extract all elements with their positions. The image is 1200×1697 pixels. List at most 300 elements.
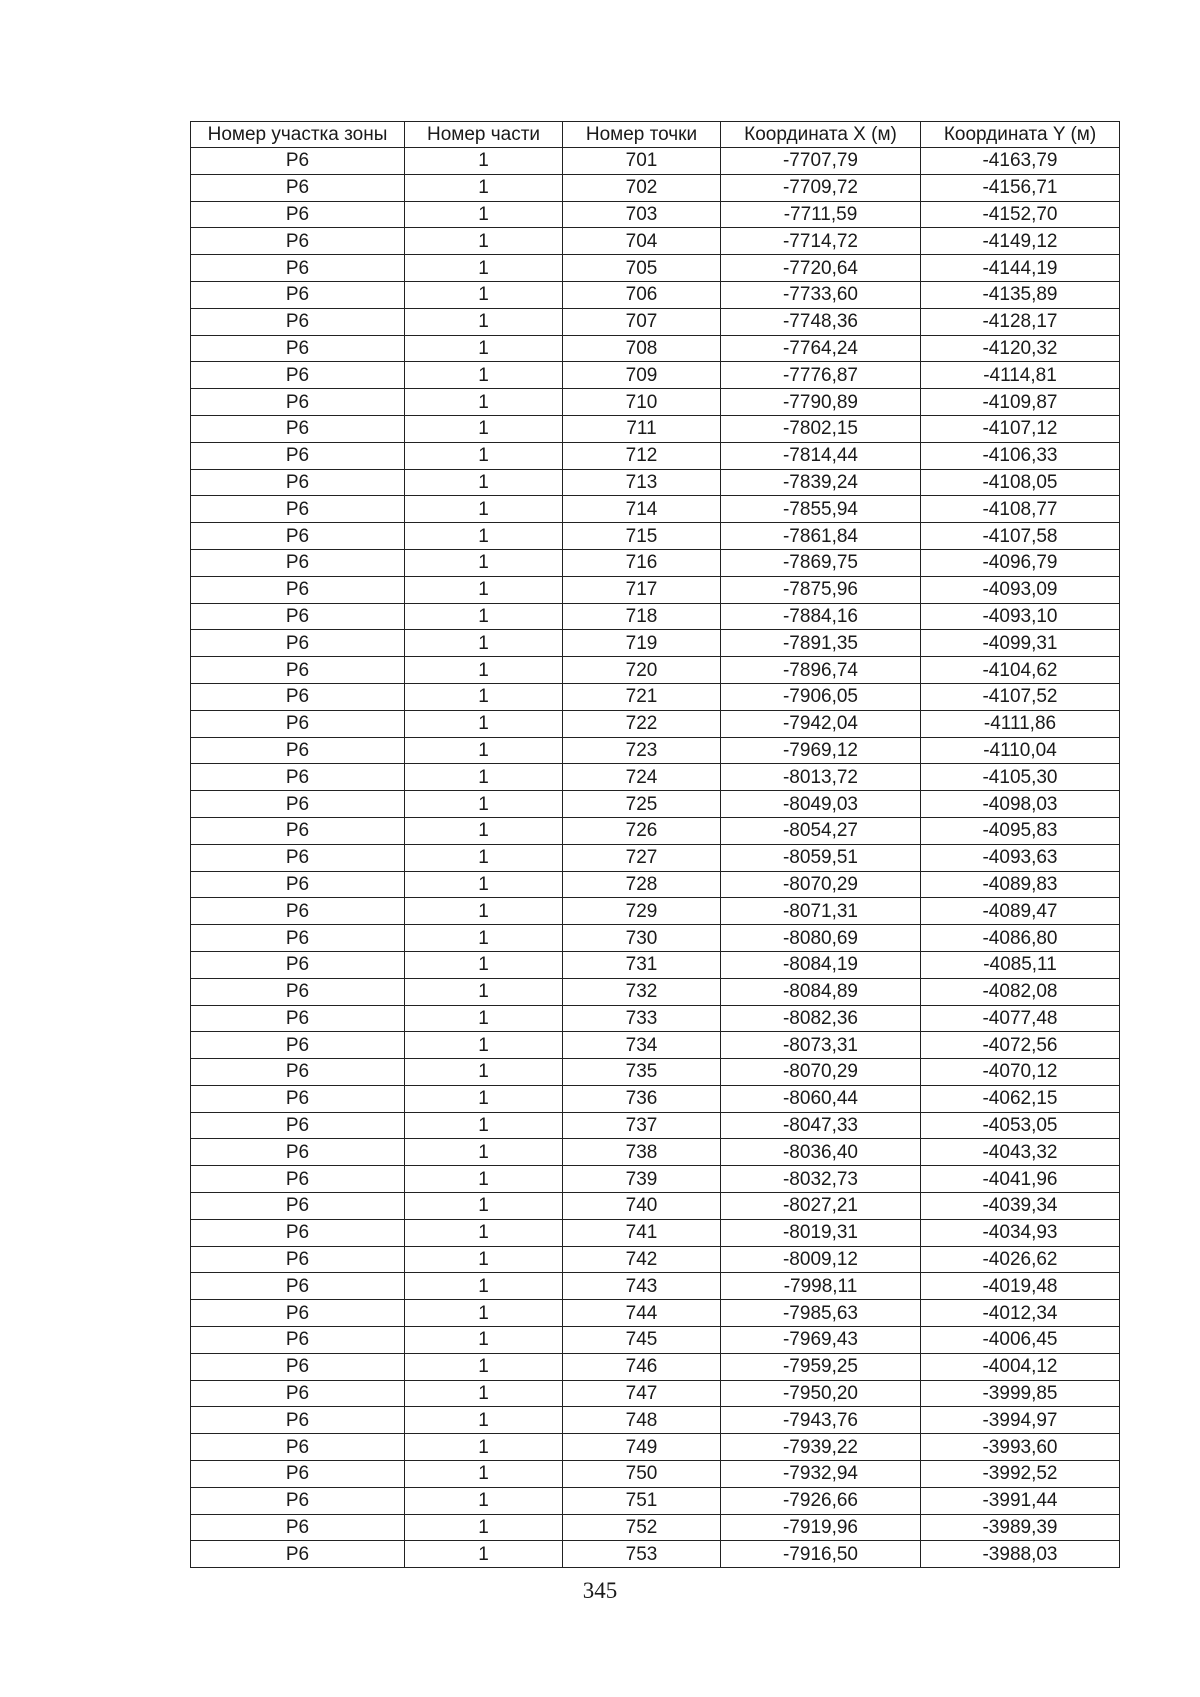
point-number-cell: 722 [563,710,721,737]
point-number-cell: 703 [563,201,721,228]
table-row [191,1005,1120,1032]
coordinate-x-cell: -7942,04 [721,710,921,737]
point-number-cell: 741 [563,1219,721,1246]
coordinate-x-cell: -8070,29 [721,1059,921,1086]
coordinate-y-cell: -4106,33 [921,442,1120,469]
table-row [191,898,1120,925]
coordinate-y-cell: -4086,80 [921,925,1120,952]
coordinate-y-cell: -4109,87 [921,389,1120,416]
point-number-cell: 714 [563,496,721,523]
coordinate-y-cell: -4107,52 [921,683,1120,710]
coordinate-y-cell: -4082,08 [921,978,1120,1005]
table-header-row [191,122,1120,148]
zone-section-cell: Р6 [191,791,405,818]
part-number-cell: 1 [405,1005,563,1032]
coordinate-x-cell: -7969,43 [721,1327,921,1354]
coordinate-y-cell: -3989,39 [921,1514,1120,1541]
zone-section-cell: Р6 [191,442,405,469]
coordinate-y-cell: -4144,19 [921,255,1120,282]
point-number-cell: 733 [563,1005,721,1032]
zone-section-cell: Р6 [191,1407,405,1434]
part-number-cell: 1 [405,603,563,630]
table-row [191,764,1120,791]
table-row [191,1219,1120,1246]
point-number-cell: 735 [563,1059,721,1086]
coordinate-x-cell: -7814,44 [721,442,921,469]
zone-section-cell: Р6 [191,1139,405,1166]
point-number-cell: 706 [563,281,721,308]
coordinate-y-cell: -4098,03 [921,791,1120,818]
coordinate-y-cell: -4095,83 [921,817,1120,844]
table-row [191,335,1120,362]
coordinate-x-cell: -8019,31 [721,1219,921,1246]
point-number-cell: 727 [563,844,721,871]
table-row [191,710,1120,737]
coordinate-x-cell: -7998,11 [721,1273,921,1300]
zone-section-cell: Р6 [191,201,405,228]
zone-section-cell: Р6 [191,1166,405,1193]
part-number-cell: 1 [405,791,563,818]
part-number-cell: 1 [405,148,563,175]
table-row [191,523,1120,550]
coordinate-x-cell: -7919,96 [721,1514,921,1541]
coordinate-y-cell: -4152,70 [921,201,1120,228]
coordinate-x-cell: -7733,60 [721,281,921,308]
coordinate-y-cell: -4107,58 [921,523,1120,550]
zone-section-cell: Р6 [191,817,405,844]
point-number-cell: 718 [563,603,721,630]
table-row [191,1085,1120,1112]
coordinate-x-cell: -8009,12 [721,1246,921,1273]
point-number-cell: 737 [563,1112,721,1139]
table-row [191,844,1120,871]
point-number-cell: 720 [563,657,721,684]
table-row [191,1059,1120,1086]
zone-section-cell: Р6 [191,871,405,898]
coordinate-y-cell: -4093,10 [921,603,1120,630]
part-number-cell: 1 [405,1300,563,1327]
zone-section-cell: Р6 [191,844,405,871]
part-number-cell: 1 [405,1407,563,1434]
coordinate-y-cell: -4120,32 [921,335,1120,362]
point-number-cell: 725 [563,791,721,818]
part-number-cell: 1 [405,1380,563,1407]
zone-section-cell: Р6 [191,978,405,1005]
part-number-cell: 1 [405,1514,563,1541]
zone-section-cell: Р6 [191,683,405,710]
part-number-cell: 1 [405,549,563,576]
part-number-cell: 1 [405,1112,563,1139]
table-row [191,201,1120,228]
table-row [191,308,1120,335]
zone-section-cell: Р6 [191,1514,405,1541]
point-number-cell: 709 [563,362,721,389]
part-number-cell: 1 [405,415,563,442]
coordinate-y-cell: -4107,12 [921,415,1120,442]
coordinate-y-cell: -4039,34 [921,1193,1120,1220]
part-number-cell: 1 [405,442,563,469]
zone-section-cell: Р6 [191,1005,405,1032]
coordinate-y-cell: -4163,79 [921,148,1120,175]
zone-section-cell: Р6 [191,898,405,925]
table-row [191,657,1120,684]
zone-section-cell: Р6 [191,764,405,791]
coordinate-x-cell: -8047,33 [721,1112,921,1139]
page-number: 345 [582,1578,618,1603]
table-row [191,148,1120,175]
table-body [191,148,1120,1568]
zone-section-cell: Р6 [191,1112,405,1139]
table-row [191,1514,1120,1541]
part-number-cell: 1 [405,389,563,416]
point-number-cell: 708 [563,335,721,362]
coordinate-x-cell: -8084,19 [721,951,921,978]
point-number-cell: 707 [563,308,721,335]
point-number-cell: 749 [563,1434,721,1461]
zone-section-cell: Р6 [191,174,405,201]
part-number-cell: 1 [405,1193,563,1220]
part-number-cell: 1 [405,523,563,550]
table-row [191,389,1120,416]
zone-section-cell: Р6 [191,549,405,576]
coordinate-x-cell: -7707,79 [721,148,921,175]
table-row [191,630,1120,657]
part-number-cell: 1 [405,657,563,684]
point-number-cell: 740 [563,1193,721,1220]
point-number-cell: 705 [563,255,721,282]
table-row [191,1380,1120,1407]
point-number-cell: 751 [563,1487,721,1514]
zone-section-cell: Р6 [191,603,405,630]
point-number-cell: 745 [563,1327,721,1354]
part-number-cell: 1 [405,1461,563,1488]
table-row [191,925,1120,952]
point-number-cell: 729 [563,898,721,925]
point-number-cell: 701 [563,148,721,175]
header-coordinate-y: Координата Y (м) [921,122,1120,148]
coordinate-x-cell: -7790,89 [721,389,921,416]
part-number-cell: 1 [405,764,563,791]
part-number-cell: 1 [405,1541,563,1568]
zone-section-cell: Р6 [191,1541,405,1568]
zone-section-cell: Р6 [191,1193,405,1220]
table-row [191,1353,1120,1380]
table-row [191,951,1120,978]
table-row [191,496,1120,523]
table-row [191,871,1120,898]
coordinate-y-cell: -4108,05 [921,469,1120,496]
part-number-cell: 1 [405,737,563,764]
zone-section-cell: Р6 [191,228,405,255]
point-number-cell: 736 [563,1085,721,1112]
coordinate-y-cell: -4062,15 [921,1085,1120,1112]
point-number-cell: 738 [563,1139,721,1166]
table-row [191,1166,1120,1193]
table-row [191,1112,1120,1139]
coordinate-x-cell: -8049,03 [721,791,921,818]
point-number-cell: 746 [563,1353,721,1380]
coordinate-x-cell: -8070,29 [721,871,921,898]
zone-section-cell: Р6 [191,576,405,603]
coordinate-x-cell: -8032,73 [721,1166,921,1193]
point-number-cell: 734 [563,1032,721,1059]
coordinate-y-cell: -4089,47 [921,898,1120,925]
zone-section-cell: Р6 [191,415,405,442]
zone-section-cell: Р6 [191,362,405,389]
coordinate-y-cell: -4093,09 [921,576,1120,603]
table-row [191,362,1120,389]
part-number-cell: 1 [405,1219,563,1246]
point-number-cell: 743 [563,1273,721,1300]
part-number-cell: 1 [405,978,563,1005]
coordinate-x-cell: -7985,63 [721,1300,921,1327]
zone-section-cell: Р6 [191,389,405,416]
zone-section-cell: Р6 [191,1487,405,1514]
point-number-cell: 717 [563,576,721,603]
point-number-cell: 728 [563,871,721,898]
part-number-cell: 1 [405,871,563,898]
point-number-cell: 702 [563,174,721,201]
coordinate-y-cell: -3994,97 [921,1407,1120,1434]
table-row [191,978,1120,1005]
coordinate-x-cell: -8082,36 [721,1005,921,1032]
part-number-cell: 1 [405,1139,563,1166]
point-number-cell: 747 [563,1380,721,1407]
coordinate-y-cell: -4135,89 [921,281,1120,308]
part-number-cell: 1 [405,1246,563,1273]
coordinate-x-cell: -7950,20 [721,1380,921,1407]
zone-section-cell: Р6 [191,1032,405,1059]
point-number-cell: 723 [563,737,721,764]
table-row [191,1273,1120,1300]
part-number-cell: 1 [405,683,563,710]
table-row [191,683,1120,710]
coordinate-x-cell: -7839,24 [721,469,921,496]
coordinate-y-cell: -3992,52 [921,1461,1120,1488]
coordinate-y-cell: -4104,62 [921,657,1120,684]
zone-section-cell: Р6 [191,657,405,684]
zone-section-cell: Р6 [191,148,405,175]
point-number-cell: 731 [563,951,721,978]
point-number-cell: 712 [563,442,721,469]
zone-section-cell: Р6 [191,281,405,308]
zone-section-cell: Р6 [191,1434,405,1461]
zone-section-cell: Р6 [191,1461,405,1488]
part-number-cell: 1 [405,1487,563,1514]
coordinate-x-cell: -7764,24 [721,335,921,362]
coordinate-y-cell: -4004,12 [921,1353,1120,1380]
coordinate-y-cell: -4105,30 [921,764,1120,791]
point-number-cell: 739 [563,1166,721,1193]
zone-section-cell: Р6 [191,308,405,335]
coordinate-y-cell: -4156,71 [921,174,1120,201]
point-number-cell: 716 [563,549,721,576]
coordinate-y-cell: -4108,77 [921,496,1120,523]
part-number-cell: 1 [405,335,563,362]
point-number-cell: 713 [563,469,721,496]
coordinate-y-cell: -4041,96 [921,1166,1120,1193]
zone-section-cell: Р6 [191,469,405,496]
zone-section-cell: Р6 [191,1273,405,1300]
part-number-cell: 1 [405,1059,563,1086]
coordinate-y-cell: -4110,04 [921,737,1120,764]
zone-section-cell: Р6 [191,523,405,550]
point-number-cell: 732 [563,978,721,1005]
coordinate-x-cell: -7861,84 [721,523,921,550]
zone-section-cell: Р6 [191,737,405,764]
point-number-cell: 721 [563,683,721,710]
coordinate-x-cell: -7969,12 [721,737,921,764]
coordinate-x-cell: -8027,21 [721,1193,921,1220]
part-number-cell: 1 [405,630,563,657]
point-number-cell: 710 [563,389,721,416]
coordinate-x-cell: -7720,64 [721,255,921,282]
part-number-cell: 1 [405,469,563,496]
point-number-cell: 715 [563,523,721,550]
table-row [191,1487,1120,1514]
coordinate-x-cell: -7891,35 [721,630,921,657]
coordinate-y-cell: -4128,17 [921,308,1120,335]
part-number-cell: 1 [405,925,563,952]
coordinate-x-cell: -7939,22 [721,1434,921,1461]
part-number-cell: 1 [405,710,563,737]
table-row [191,255,1120,282]
coordinate-x-cell: -7802,15 [721,415,921,442]
part-number-cell: 1 [405,898,563,925]
coordinate-x-cell: -8071,31 [721,898,921,925]
coordinate-y-cell: -4089,83 [921,871,1120,898]
part-number-cell: 1 [405,576,563,603]
zone-section-cell: Р6 [191,1353,405,1380]
coordinate-x-cell: -7709,72 [721,174,921,201]
coordinate-y-cell: -4070,12 [921,1059,1120,1086]
table-row [191,1541,1120,1568]
coordinate-x-cell: -7932,94 [721,1461,921,1488]
coordinate-y-cell: -3988,03 [921,1541,1120,1568]
coordinate-x-cell: -7875,96 [721,576,921,603]
table-row [191,415,1120,442]
table-row [191,469,1120,496]
coordinate-x-cell: -7855,94 [721,496,921,523]
coordinate-x-cell: -8060,44 [721,1085,921,1112]
table-row [191,1461,1120,1488]
coordinate-y-cell: -4114,81 [921,362,1120,389]
coordinate-x-cell: -8073,31 [721,1032,921,1059]
table-row [191,1032,1120,1059]
part-number-cell: 1 [405,1166,563,1193]
part-number-cell: 1 [405,362,563,389]
table-row [191,549,1120,576]
coordinate-x-cell: -7943,76 [721,1407,921,1434]
point-number-cell: 730 [563,925,721,952]
part-number-cell: 1 [405,817,563,844]
coordinate-y-cell: -4043,32 [921,1139,1120,1166]
part-number-cell: 1 [405,951,563,978]
zone-section-cell: Р6 [191,1085,405,1112]
table-row [191,1246,1120,1273]
table-row [191,791,1120,818]
table-row [191,174,1120,201]
point-number-cell: 704 [563,228,721,255]
zone-section-cell: Р6 [191,1246,405,1273]
table-row [191,1434,1120,1461]
zone-section-cell: Р6 [191,255,405,282]
coordinate-y-cell: -3999,85 [921,1380,1120,1407]
coordinate-x-cell: -7896,74 [721,657,921,684]
part-number-cell: 1 [405,496,563,523]
coordinate-x-cell: -7884,16 [721,603,921,630]
coordinate-x-cell: -7776,87 [721,362,921,389]
zone-section-cell: Р6 [191,925,405,952]
point-number-cell: 726 [563,817,721,844]
part-number-cell: 1 [405,255,563,282]
coordinate-y-cell: -4093,63 [921,844,1120,871]
point-number-cell: 724 [563,764,721,791]
zone-section-cell: Р6 [191,710,405,737]
point-number-cell: 752 [563,1514,721,1541]
coordinate-y-cell: -4072,56 [921,1032,1120,1059]
table-row [191,603,1120,630]
coordinates-table [190,121,1120,1568]
point-number-cell: 744 [563,1300,721,1327]
part-number-cell: 1 [405,281,563,308]
coordinate-x-cell: -7748,36 [721,308,921,335]
part-number-cell: 1 [405,1085,563,1112]
point-number-cell: 719 [563,630,721,657]
coordinate-x-cell: -8054,27 [721,817,921,844]
table-row [191,1327,1120,1354]
table-row [191,281,1120,308]
coordinate-x-cell: -8036,40 [721,1139,921,1166]
part-number-cell: 1 [405,1327,563,1354]
point-number-cell: 750 [563,1461,721,1488]
coordinate-x-cell: -7711,59 [721,201,921,228]
table-row [191,1407,1120,1434]
zone-section-cell: Р6 [191,1059,405,1086]
coordinate-y-cell: -4053,05 [921,1112,1120,1139]
table-row [191,817,1120,844]
point-number-cell: 748 [563,1407,721,1434]
coordinate-x-cell: -7926,66 [721,1487,921,1514]
coordinate-y-cell: -4111,86 [921,710,1120,737]
part-number-cell: 1 [405,308,563,335]
zone-section-cell: Р6 [191,335,405,362]
zone-section-cell: Р6 [191,1300,405,1327]
coordinate-y-cell: -4019,48 [921,1273,1120,1300]
zone-section-cell: Р6 [191,1380,405,1407]
coordinate-y-cell: -3991,44 [921,1487,1120,1514]
part-number-cell: 1 [405,1434,563,1461]
header-coordinate-x: Координата X (м) [721,122,921,148]
part-number-cell: 1 [405,1032,563,1059]
table-row [191,737,1120,764]
table-row [191,1300,1120,1327]
header-part-number: Номер части [405,122,563,148]
table-row [191,1139,1120,1166]
coordinate-y-cell: -4026,62 [921,1246,1120,1273]
zone-section-cell: Р6 [191,630,405,657]
zone-section-cell: Р6 [191,1327,405,1354]
point-number-cell: 742 [563,1246,721,1273]
zone-section-cell: Р6 [191,496,405,523]
coordinate-x-cell: -8059,51 [721,844,921,871]
part-number-cell: 1 [405,228,563,255]
table-row [191,442,1120,469]
header-point-number: Номер точки [563,122,721,148]
coordinate-x-cell: -8013,72 [721,764,921,791]
zone-section-cell: Р6 [191,951,405,978]
point-number-cell: 753 [563,1541,721,1568]
